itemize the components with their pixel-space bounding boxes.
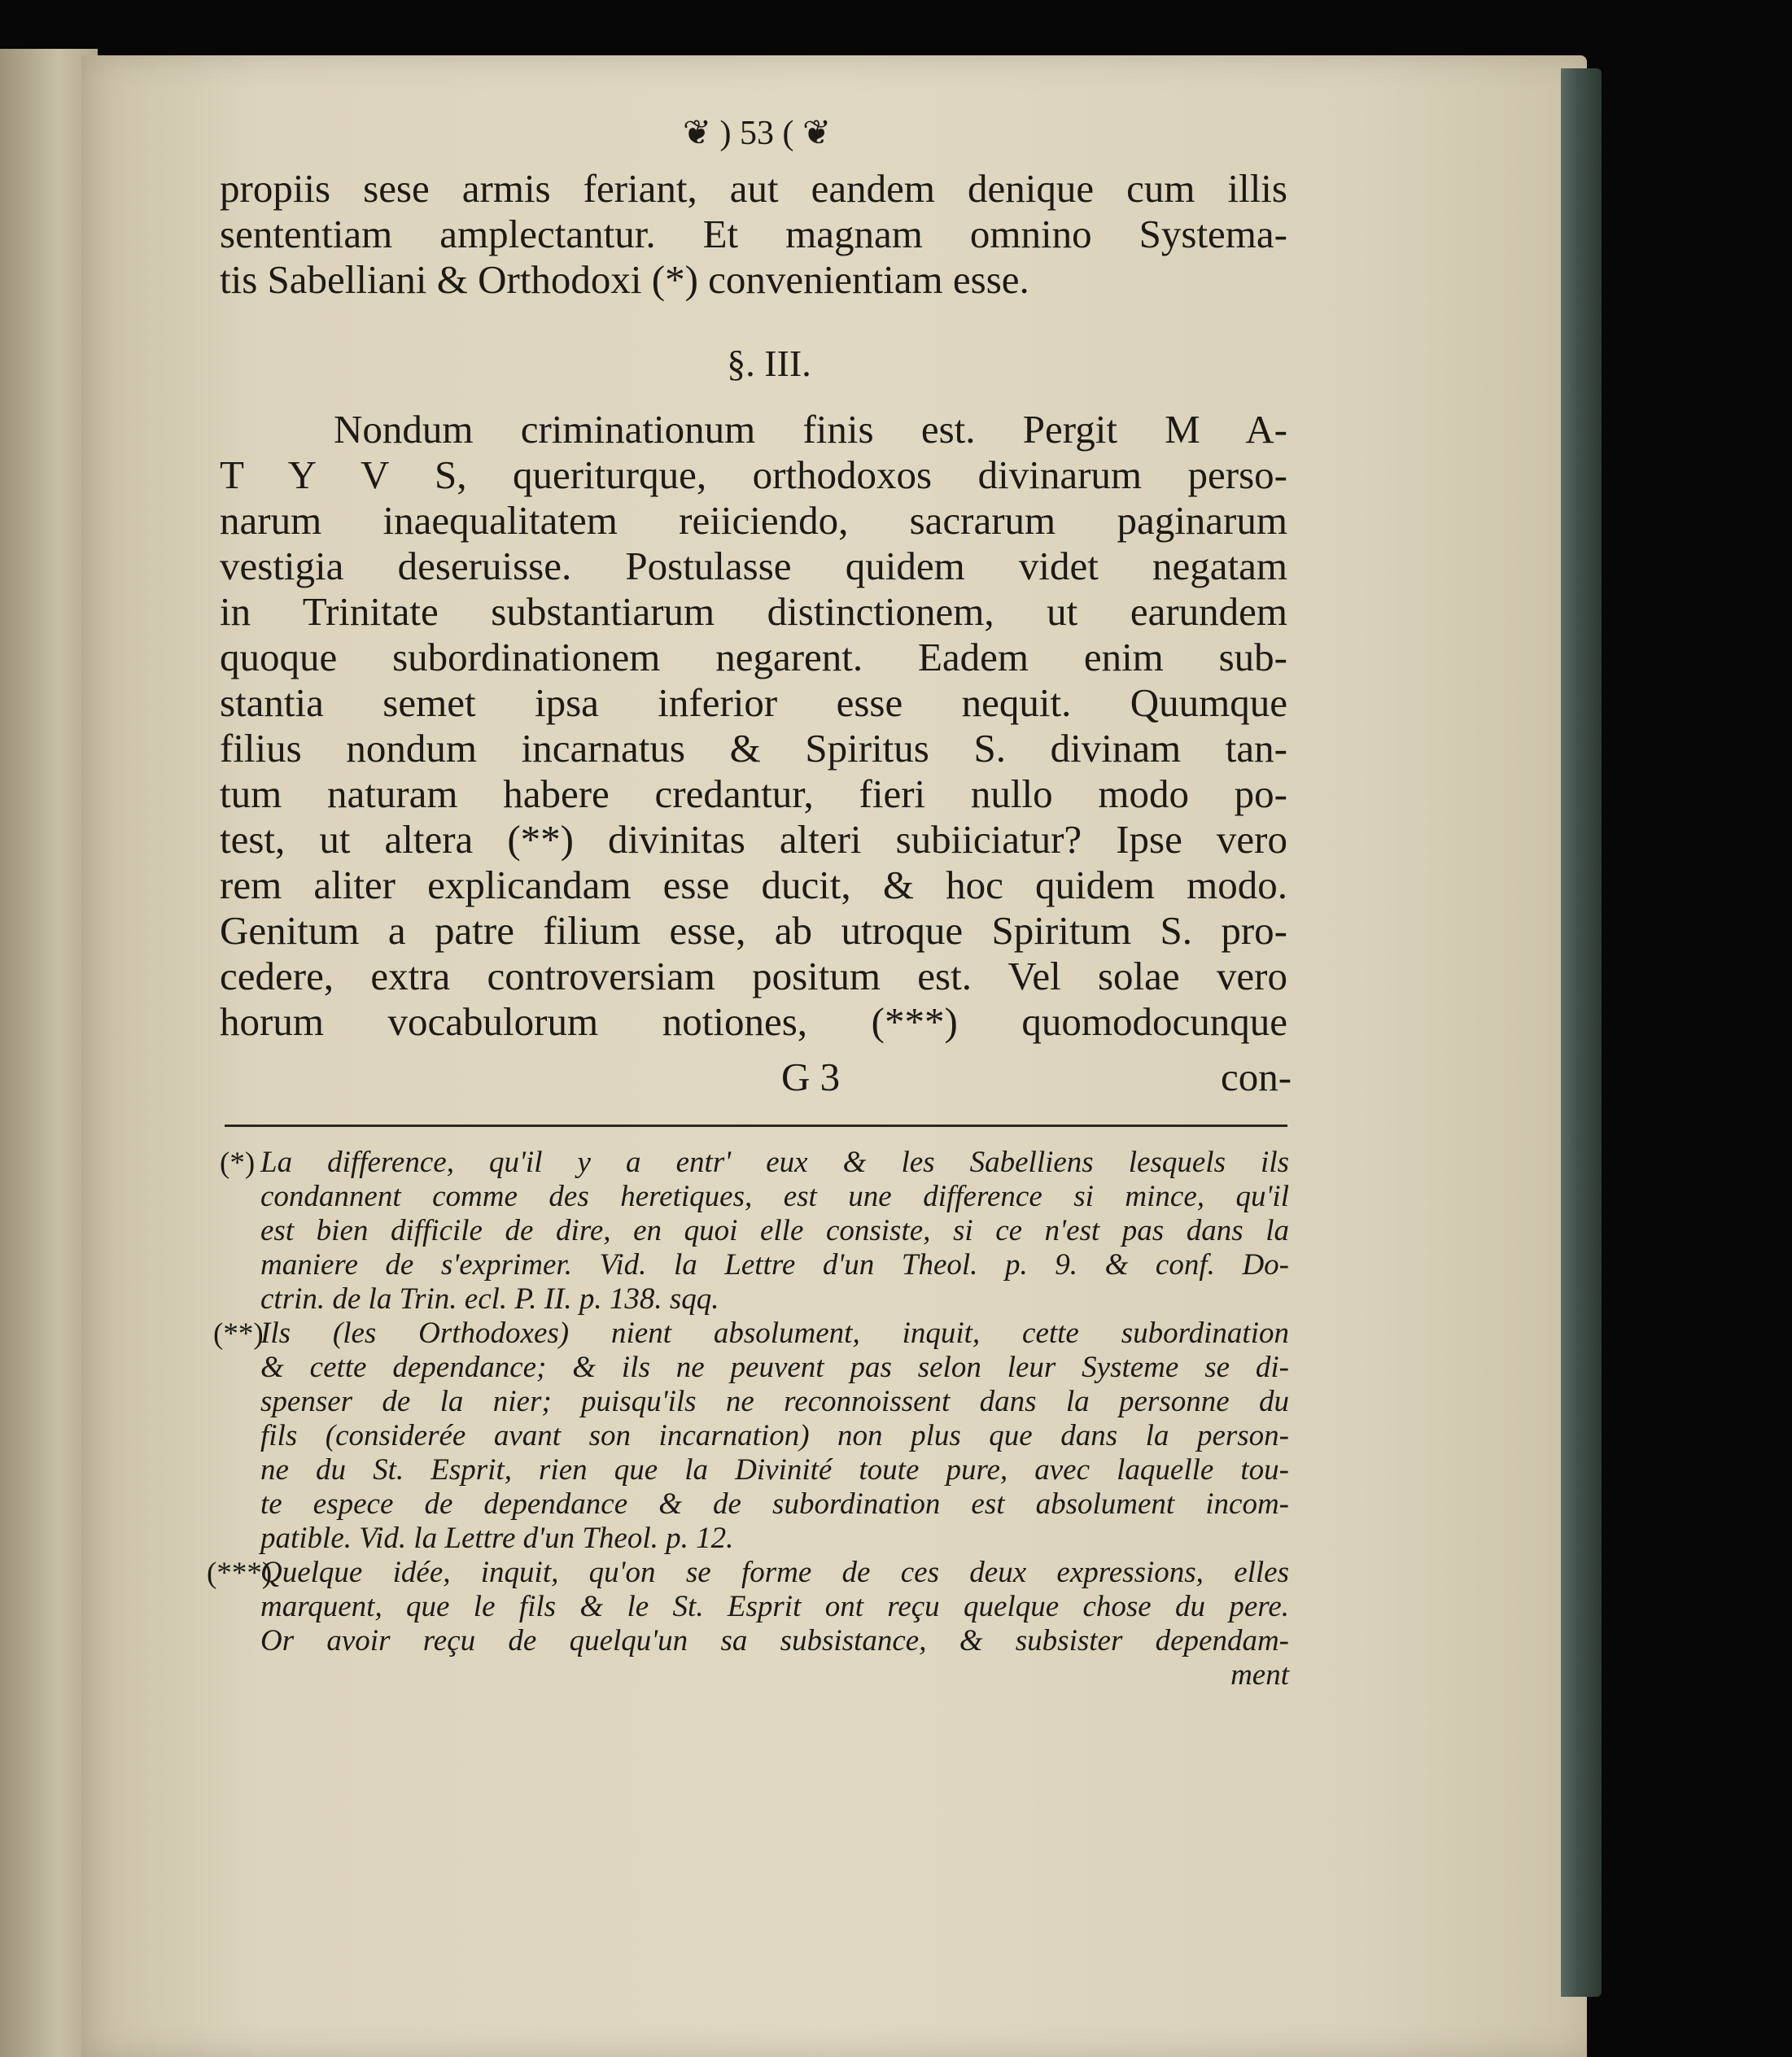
text-line: sententiam amplectantur. Et magnam omnino Systema-	[220, 212, 1287, 256]
footnote-line: maniere de s'exprimer. Vid. la Lettre d'un Theol. p. 9. & conf. Do-	[260, 1248, 1289, 1282]
footnote-1	[220, 1146, 1289, 1317]
text-line: narum inaequalitatem reiiciendo, sacrarum paginarum	[220, 498, 1287, 543]
page-block-edge	[1561, 68, 1602, 1997]
text-line: stantia semet ipsa inferior esse nequit. Quumque	[220, 680, 1287, 725]
footnote-line: Quelque idée, inquit, qu'on se forme de ces deux expressions, elles	[260, 1556, 1289, 1589]
footnote-line: marquent, que le fils & le St. Esprit ont reçu quelque chose du pere.	[260, 1590, 1289, 1623]
paragraph-2	[220, 407, 1287, 1045]
text-line: in Trinitate substantiarum distinctionem, ut earundem	[220, 589, 1287, 634]
footnote-line: ment	[1230, 1658, 1289, 1692]
footnote-line: fils (considerée avant son incarnation) non plus que dans la person-	[260, 1419, 1289, 1452]
footnote-line: est bien difficile de dire, en quoi elle consiste, si ce n'est pas dans la	[260, 1214, 1289, 1247]
footnote-marker: (**)	[213, 1317, 264, 1351]
text-line: T Y V S, queriturque, orthodoxos divinarum perso-	[220, 452, 1287, 497]
text-line: filius nondum incarnatus & Spiritus S. divinam tan-	[220, 726, 1287, 771]
text-line: test, ut altera (**) divinitas alteri subiiciatur? Ipse vero	[220, 817, 1287, 862]
text-line: cedere, extra controversiam positum est. Vel solae vero	[220, 954, 1287, 998]
text-line: tum naturam habere credantur, fieri nullo modo po-	[220, 771, 1287, 816]
text-line: rem aliter explicandam esse ducit, & hoc quidem modo.	[220, 863, 1287, 907]
section-heading: §. III.	[727, 343, 811, 384]
text-line: vestigia deseruisse. Postulasse quidem videt negatam	[220, 544, 1287, 588]
text-line: quoque subordinationem negarent. Eadem enim sub-	[220, 635, 1287, 679]
text-line: tis Sabelliani & Orthodoxi (*) convenientiam esse.	[220, 257, 1029, 302]
footnote-3	[207, 1556, 1289, 1692]
footnote-line: Or avoir reçu de quelqu'un sa subsistance, & subsister dependam-	[260, 1624, 1289, 1657]
footnote-marker: (*)	[220, 1146, 256, 1180]
footnote-line: spenser de la nier; puisqu'ils ne reconnoissent dans la personne du	[260, 1385, 1289, 1418]
footnote-rule	[225, 1125, 1287, 1127]
footnote-line: Ils (les Orthodoxes) nient absolument, inquit, cette subordination	[260, 1317, 1289, 1350]
text-line: horum vocabulorum notiones, (***) quomodocunque	[220, 999, 1287, 1044]
footnote-line: condannent comme des heretiques, est une difference si mince, qu'il	[260, 1180, 1289, 1213]
text-line: Nondum criminationum finis est. Pergit M A-	[334, 407, 1287, 452]
footnote-line: ne du St. Esprit, rien que la Divinité toute pure, avec laquelle tou-	[260, 1453, 1289, 1487]
footnote-2	[213, 1317, 1289, 1556]
footnote-line: La difference, qu'il y a entr' eux & les Sabelliens lesquels ils	[260, 1146, 1289, 1179]
footnote-line: & cette dependance; & ils ne peuvent pas selon leur Systeme se di-	[260, 1351, 1289, 1384]
text-line: propiis sese armis feriant, aut eandem denique cum illis	[220, 166, 1287, 211]
footnote-marker: (***)	[207, 1557, 273, 1590]
signature-mark: G 3	[781, 1055, 841, 1099]
text-line: Genitum a patre filium esse, ab utroque Spiritum S. pro-	[220, 908, 1287, 953]
footnote-line: patible. Vid. la Lettre d'un Theol. p. 12.	[260, 1522, 734, 1555]
footnote-line: ctrin. de la Trin. ecl. P. II. p. 138. sqq.	[260, 1282, 719, 1316]
paragraph-1	[220, 166, 1287, 303]
catchword: con-	[1221, 1055, 1292, 1099]
footnotes	[207, 1146, 1289, 1692]
footnote-line: te espece de dependance & de subordination est absolument incom-	[260, 1487, 1289, 1521]
running-header: ❦ ) 53 ( ❦	[682, 115, 832, 152]
